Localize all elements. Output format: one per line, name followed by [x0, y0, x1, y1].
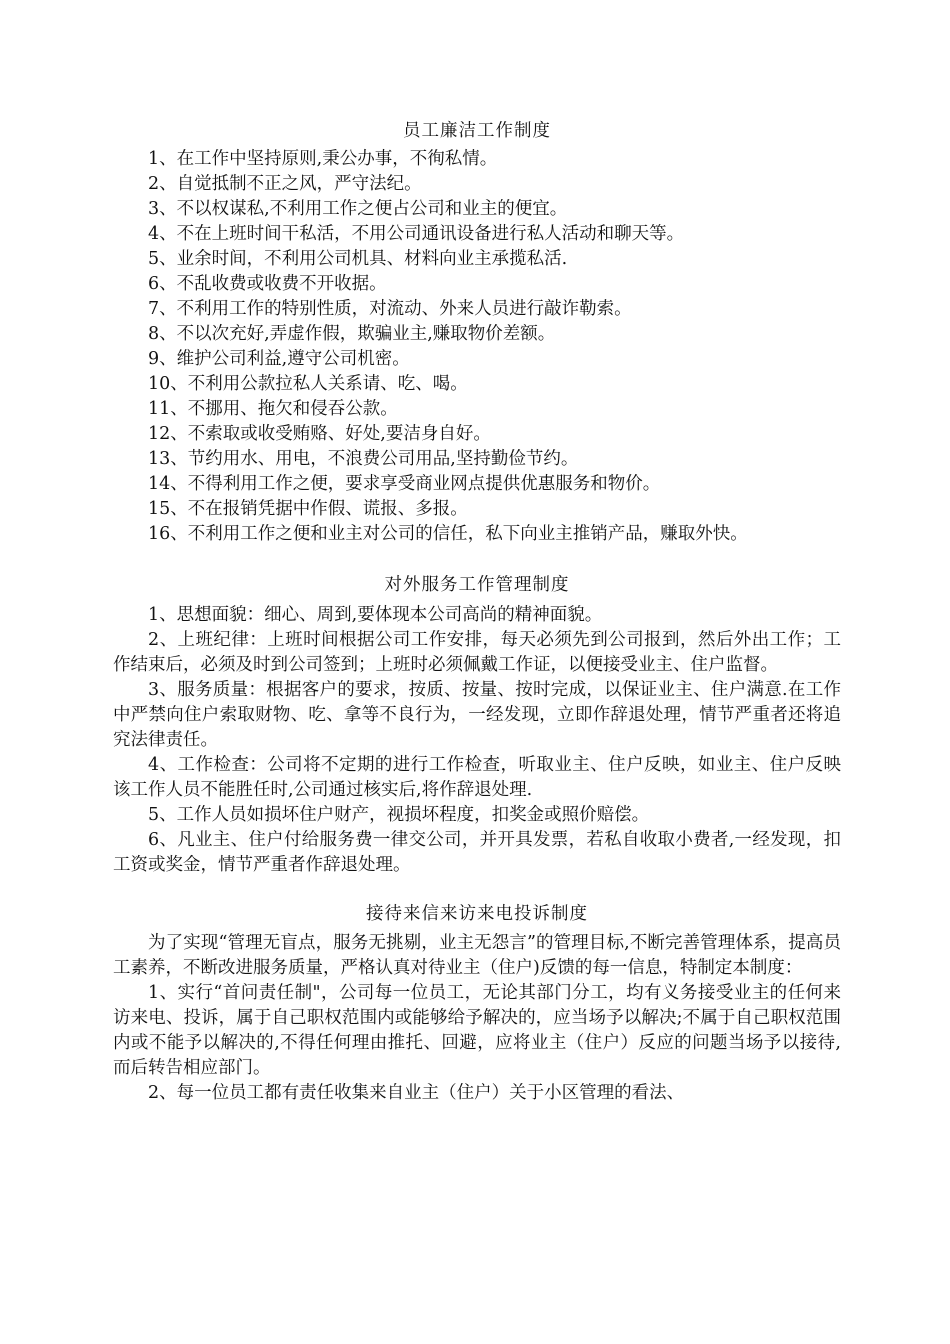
list-item: 2、上班纪律：上班时间根据公司工作安排，每天必须先到公司报到，然后外出工作；工作结束后，必须及时到公司签到；上班时必须佩戴工作证，以便接受业主、住户监督。: [113, 630, 841, 675]
list-item: 10、不利用公款拉私人关系请、吃、喝。: [148, 374, 468, 394]
list-item: 13、节约用水、用电，不浪费公司用品,坚持勤俭节约。: [148, 449, 579, 469]
list-item: 1、在工作中坚持原则,秉公办事，不徇私情。: [148, 149, 498, 169]
section-spacer: [113, 547, 841, 573]
list-item: 1、思想面貌：细心、周到,要体现本公司高尚的精神面貌。: [148, 605, 603, 625]
list-item: 16、不利用工作之便和业主对公司的信任，私下向业主推销产品，赚取外快。: [148, 524, 748, 544]
list-item: 12、不索取或收受贿赂、好处,要洁身自好。: [148, 424, 491, 444]
list-item: 9、维护公司利益,遵守公司机密。: [148, 349, 410, 369]
section-complaint-handling-policy: [113, 902, 841, 1106]
list-item: 1、实行“首问责任制"，公司每一位员工，无论其部门分工，均有义务接受业主的任何来访来电、投诉，属于自己职权范围内或能够给予解决的，应当场予以解决;不属于自己职权范围内或不能予以解决的,不得任何理由推托、回避，应将业主（住户）反应的问题当场予以接待,而后转告相应部门。: [113, 983, 841, 1078]
list-item: 11、不挪用、拖欠和侵吞公款。: [148, 399, 398, 419]
list-item: 6、凡业主、住户付给服务费一律交公司，并开具发票，若私自收取小费者,一经发现，扣工资或奖金，情节严重者作辞退处理。: [113, 830, 841, 875]
list-item: 2、自觉抵制不正之风，严守法纪。: [148, 174, 422, 194]
section-spacer: [113, 878, 841, 902]
section-title: 员工廉洁工作制度: [403, 121, 551, 141]
list-item: 8、不以次充好,弄虚作假，欺骗业主,赚取物价差额。: [148, 324, 556, 344]
section-external-service-policy: [113, 573, 841, 878]
section-title: 接待来信来访来电投诉制度: [366, 904, 588, 924]
document-page: [113, 119, 841, 1106]
list-item: 5、工作人员如损坏住户财产，视损坏程度，扣奖金或照价赔偿。: [148, 805, 650, 825]
list-item: 4、工作检查：公司将不定期的进行工作检查，听取业主、住户反映，如业主、住户反映该工作人员不能胜任时,公司通过核实后,将作辞退处理.: [113, 755, 841, 800]
list-item: 15、不在报销凭据中作假、谎报、多报。: [148, 499, 468, 519]
list-item: 5、业余时间，不利用公司机具、材料向业主承揽私活.: [148, 249, 568, 269]
list-item: 3、不以权谋私,不利用工作之便占公司和业主的便宜。: [148, 199, 568, 219]
list-item: 2、每一位员工都有责任收集来自业主（住户）关于小区管理的看法、: [148, 1083, 685, 1103]
list-item: 6、不乱收费或收费不开收据。: [148, 274, 387, 294]
paragraph: 为了实现“管理无盲点，服务无挑剔，业主无怨言”的管理目标,不断完善管理体系，提高员工素养，不断改进服务质量，严格认真对待业主（住户)反馈的每一信息，特制定本制度：: [113, 933, 841, 978]
list-item: 4、不在上班时间干私活，不用公司通讯设备进行私人活动和聊天等。: [148, 224, 685, 244]
list-item: 7、不利用工作的特别性质，对流动、外来人员进行敲诈勒索。: [148, 299, 632, 319]
section-integrity-policy: [113, 119, 841, 547]
section-title: 对外服务工作管理制度: [384, 575, 570, 595]
list-item: 3、服务质量：根据客户的要求，按质、按量、按时完成，以保证业主、住户满意.在工作中严禁向住户索取财物、吃、拿等不良行为，一经发现，立即作辞退处理，情节严重者还将追究法律责任。: [113, 680, 841, 750]
list-item: 14、不得利用工作之便，要求享受商业网点提供优惠服务和物价。: [148, 474, 661, 494]
